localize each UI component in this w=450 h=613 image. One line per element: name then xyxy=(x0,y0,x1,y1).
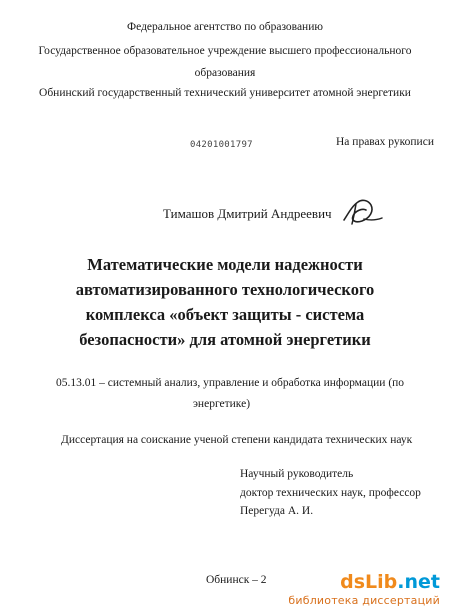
author-signature xyxy=(338,194,386,230)
supervisor-label: Научный руководитель xyxy=(240,468,354,480)
author-name: Тимашов Дмитрий Андреевич xyxy=(163,206,332,221)
registry-code: 04201001797 xyxy=(190,140,253,150)
institution-name-cont: образования xyxy=(194,67,256,79)
manuscript-rights-note: На правах рукописи xyxy=(336,136,434,148)
supervisor-name: Перегуда А. И. xyxy=(240,505,314,517)
title-line: безопасности» для атомной энергетики xyxy=(79,330,371,349)
watermark-subtitle: библиотека диссертаций xyxy=(288,594,440,607)
watermark-logo-part1: dsLib xyxy=(340,571,398,593)
university-name: Обнинский государственный технический университет атомной энергетики xyxy=(39,87,411,99)
specialty-code: 05.13.01 – системный анализ, управление и обработка информации (по xyxy=(56,377,405,389)
title-line: Математические модели надежности xyxy=(87,255,363,274)
title-line: комплекса «объект защиты - система xyxy=(85,305,365,324)
specialty-code-cont: энергетике) xyxy=(193,398,251,410)
institution-name: Государственное образовательное учреждение высшего профессионального xyxy=(38,45,412,57)
title-line: автоматизированного технологического xyxy=(75,280,375,299)
city-year: Обнинск – 2 xyxy=(206,574,267,586)
degree-statement: Диссертация на соискание ученой степени кандидата технических наук xyxy=(61,434,413,446)
watermark-logo-part2: .net xyxy=(397,571,440,593)
supervisor-rank: доктор технических наук, профессор xyxy=(240,487,421,499)
agency-name: Федеральное агентство по образованию xyxy=(127,21,323,33)
watermark-logo xyxy=(340,571,440,593)
